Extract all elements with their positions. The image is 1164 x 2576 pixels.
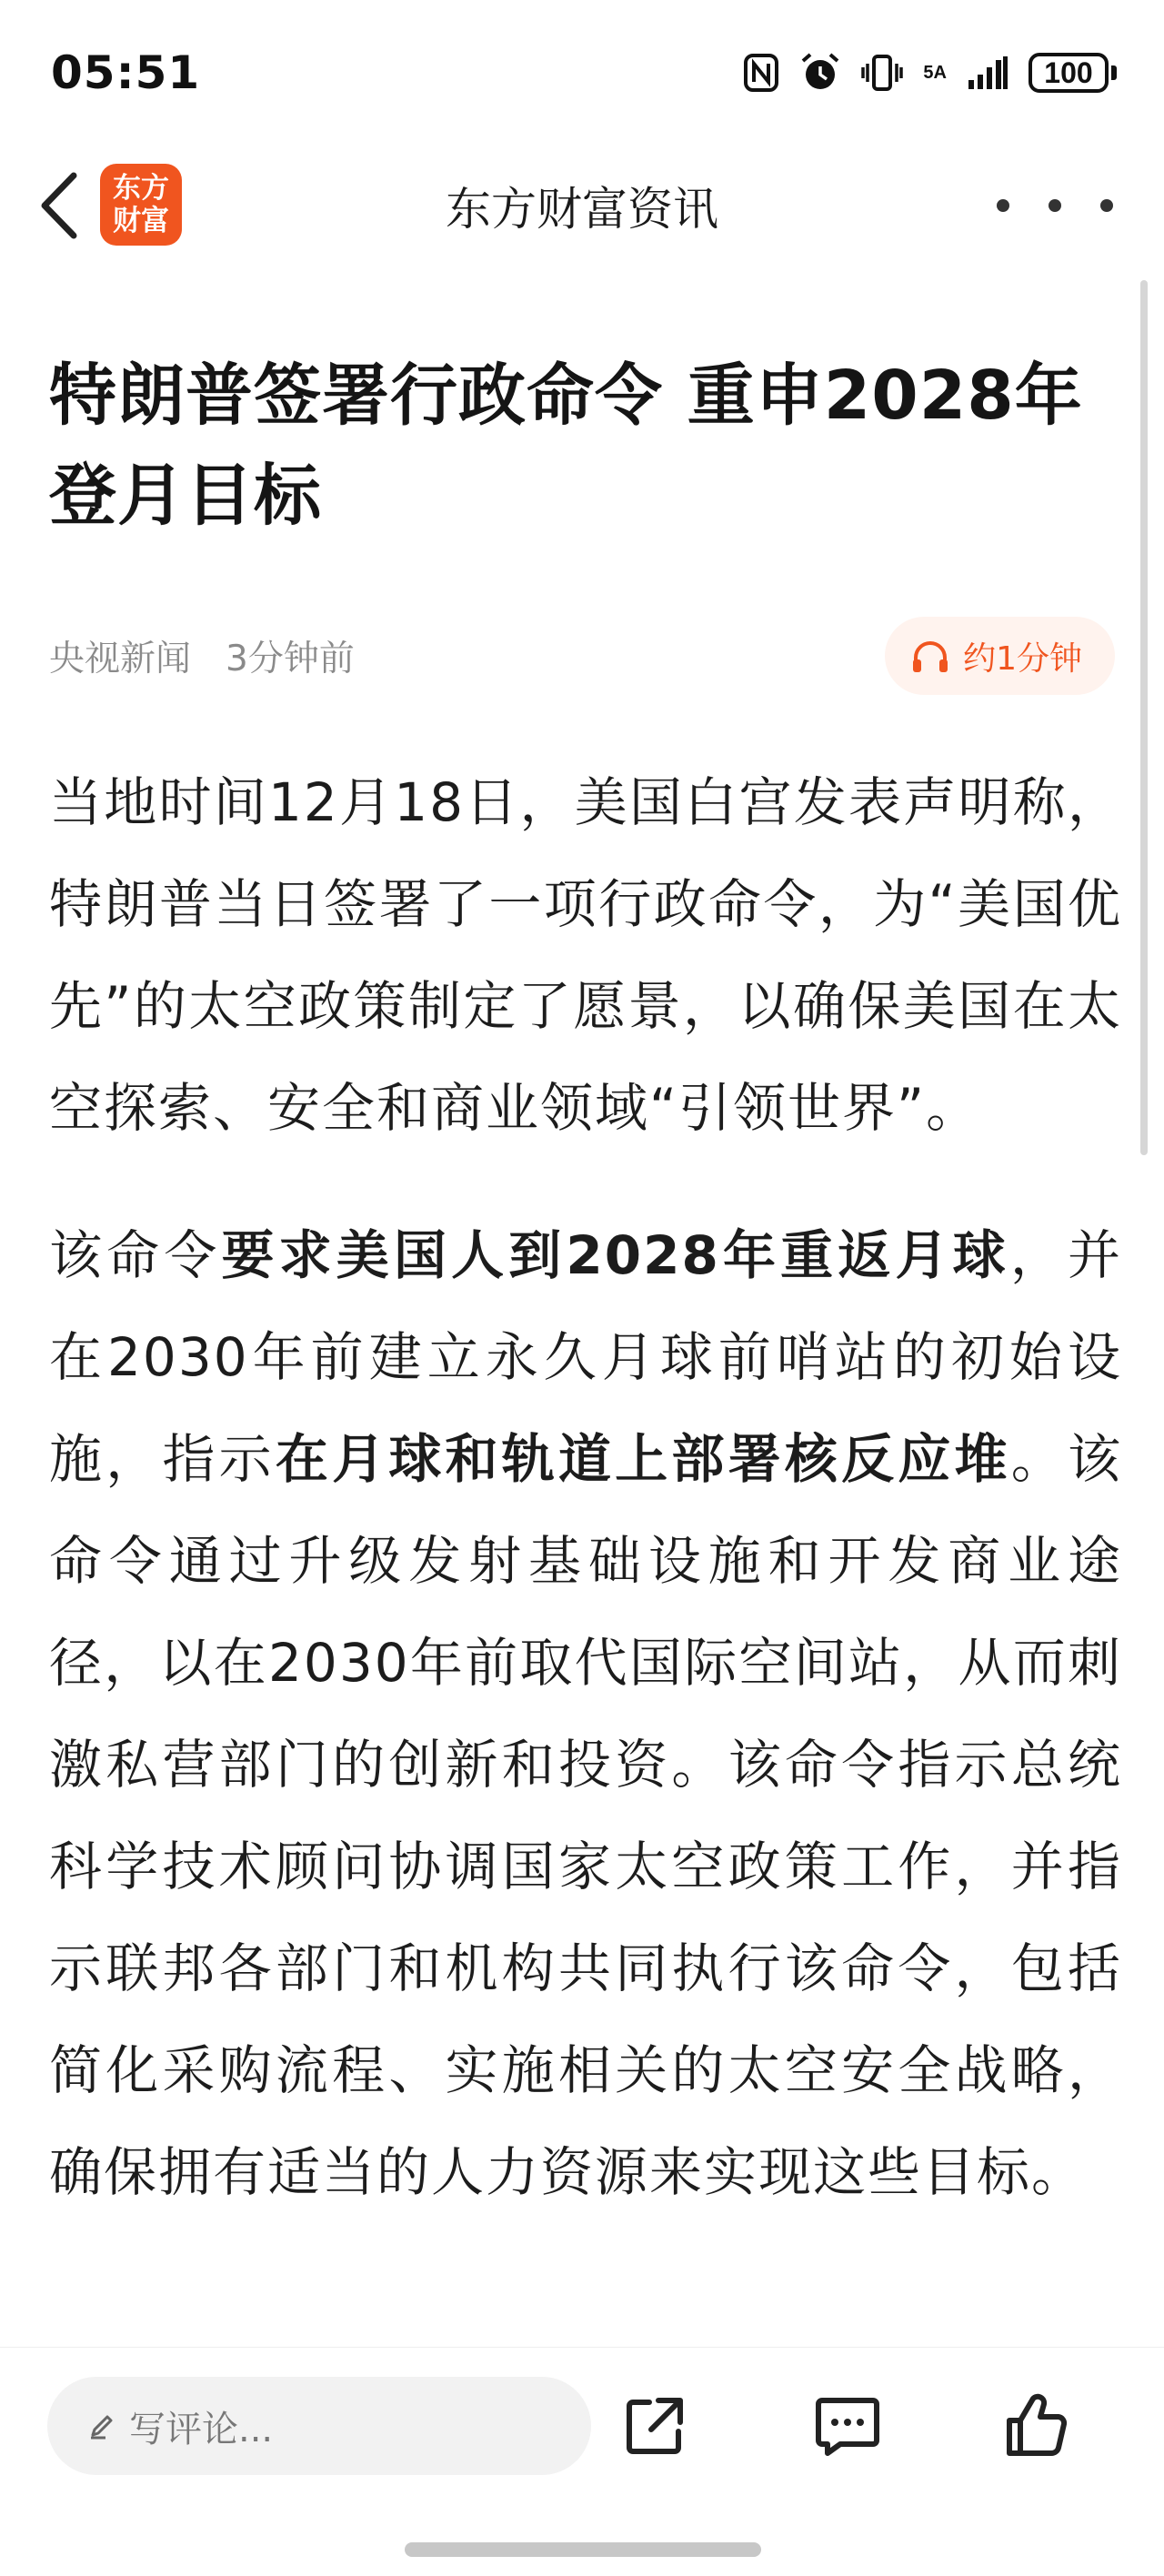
status-icons xyxy=(743,52,1117,94)
comment-icon xyxy=(813,2393,882,2459)
network-type: 5A xyxy=(923,63,947,83)
bottom-action-bar xyxy=(0,2347,1164,2576)
paragraph-1: 当地时间12月18日，美国白宫发表声明称，特朗普当日签署了一项行政命令，为“美国优先”的太空政策制定了愿景，以确保美国在太空探索、安全和商业领域“引领世界”。 xyxy=(49,771,1122,1139)
battery-icon xyxy=(1029,53,1117,93)
signal-icon xyxy=(967,55,1008,91)
listen-button[interactable] xyxy=(885,617,1115,695)
source-logo[interactable]: 东方 财富 xyxy=(100,164,182,246)
highlight-text: 在月球和轨道上部署核反应堆 xyxy=(275,1428,1011,1490)
alarm-icon xyxy=(799,52,841,94)
like-button[interactable] xyxy=(993,2382,1080,2470)
article-meta xyxy=(49,615,1115,697)
app-header xyxy=(0,146,1164,266)
article-source[interactable]: 央视新闻 xyxy=(49,639,192,679)
vibrate-icon xyxy=(861,53,903,93)
header-title: 东方财富资讯 xyxy=(446,183,718,236)
home-indicator[interactable] xyxy=(405,2542,761,2557)
status-time: 05:51 xyxy=(51,46,201,99)
thumbs-up-icon xyxy=(1002,2391,1071,2460)
article-title: 特朗普签署行政命令 重申2028年登月目标 xyxy=(49,357,1083,535)
listen-duration: 约1分钟 xyxy=(963,639,1082,678)
highlight-text: 要求美国人到2028年重返月球 xyxy=(221,1224,1010,1286)
nfc-icon xyxy=(743,53,779,93)
back-button[interactable] xyxy=(27,167,91,244)
pencil-icon xyxy=(87,2411,116,2440)
chevron-left-icon xyxy=(39,172,79,239)
comment-input[interactable] xyxy=(47,2377,591,2475)
share-icon xyxy=(622,2393,687,2459)
paragraph-2: 该命令要求美国人到2028年重返月球，并在2030年前建立永久月球前哨站的初始设施，指示在月球和轨道上部署核反应堆。该命令通过升级发射基础设施和开发商业途径，以在2030年前取代国际空间站，从而刺激私营部门的创新和投资。该命令指示总统科学技术顾问协调国家太空政策工作，并指示联邦各部门和机构共同执行该命令，包括简化采购流程、实施相关的太空安全战略，确保拥有适当的人力资源来实现这些目标。 xyxy=(49,1224,1122,2203)
battery-level: 100 xyxy=(1029,53,1109,93)
share-button[interactable] xyxy=(611,2382,698,2470)
article-body xyxy=(49,751,1122,2269)
article-time: 3分钟前 xyxy=(226,639,355,679)
headphones-icon xyxy=(910,638,950,674)
scrollbar[interactable] xyxy=(1140,280,1148,1155)
article-header xyxy=(49,346,1115,546)
more-options-button[interactable] xyxy=(991,182,1119,229)
comment-placeholder: 写评论... xyxy=(129,2408,274,2450)
more-dots-icon xyxy=(997,199,1009,212)
comments-button[interactable] xyxy=(804,2382,891,2470)
status-bar xyxy=(0,0,1164,146)
